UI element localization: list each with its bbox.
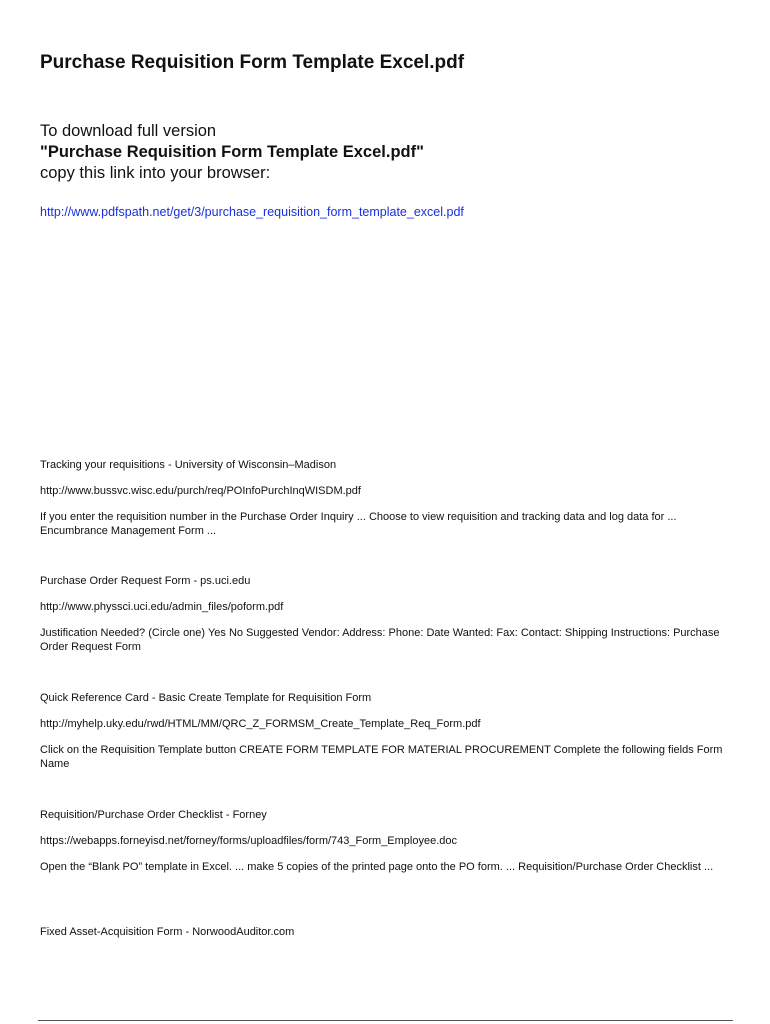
download-link[interactable]: http://www.pdfspath.net/get/3/purchase_requisition_form_template_excel.pdf [40, 205, 464, 219]
search-result [40, 458, 745, 538]
result-url: http://www.physsci.uci.edu/admin_files/poform.pdf [40, 601, 284, 613]
result-snippet: Click on the Requisition Template button CREATE FORM TEMPLATE FOR MATERIAL PROCUREMENT Complete the following fields Form Name [40, 744, 723, 770]
result-url: https://webapps.forneyisd.net/forney/forms/uploadfiles/form/743_Form_Employee.doc [40, 835, 457, 847]
result-title: Quick Reference Card - Basic Create Template for Requisition Form [40, 692, 372, 704]
download-instructions [40, 121, 424, 184]
result-title: Fixed Asset-Acquisition Form - NorwoodAuditor.com [40, 926, 295, 938]
page-title: Purchase Requisition Form Template Excel.pdf [40, 52, 465, 73]
download-intro-text: To download full version [40, 122, 217, 140]
result-snippet: Justification Needed? (Circle one) Yes No Suggested Vendor: Address: Phone: Date Wanted: Fax: Contact: Shipping Instructions: Purchase Order Request Form [40, 627, 720, 653]
download-file-name: "Purchase Requisition Form Template Excel.pdf" [40, 143, 424, 161]
footer-divider [38, 1020, 733, 1021]
search-result [40, 574, 745, 654]
search-result [40, 808, 745, 874]
result-snippet: Open the “Blank PO” template in Excel. ... make 5 copies of the printed page onto the PO form. ... Requisition/Purchase Order Checklist ... [40, 861, 714, 873]
result-url: http://myhelp.uky.edu/rwd/HTML/MM/QRC_Z_FORMSM_Create_Template_Req_Form.pdf [40, 718, 481, 730]
search-result [40, 691, 745, 771]
result-url: http://www.bussvc.wisc.edu/purch/req/POInfoPurchInqWISDM.pdf [40, 485, 361, 497]
result-snippet: If you enter the requisition number in the Purchase Order Inquiry ... Choose to view requisition and tracking data and log data for ... Encumbrance Management Form ... [40, 511, 677, 537]
result-title: Requisition/Purchase Order Checklist - Forney [40, 809, 267, 821]
result-title: Tracking your requisitions - University of Wisconsin–Madison [40, 459, 337, 471]
download-copy-instruction: copy this link into your browser: [40, 164, 271, 182]
search-result [40, 925, 745, 939]
result-title: Purchase Order Request Form - ps.uci.edu [40, 575, 251, 587]
